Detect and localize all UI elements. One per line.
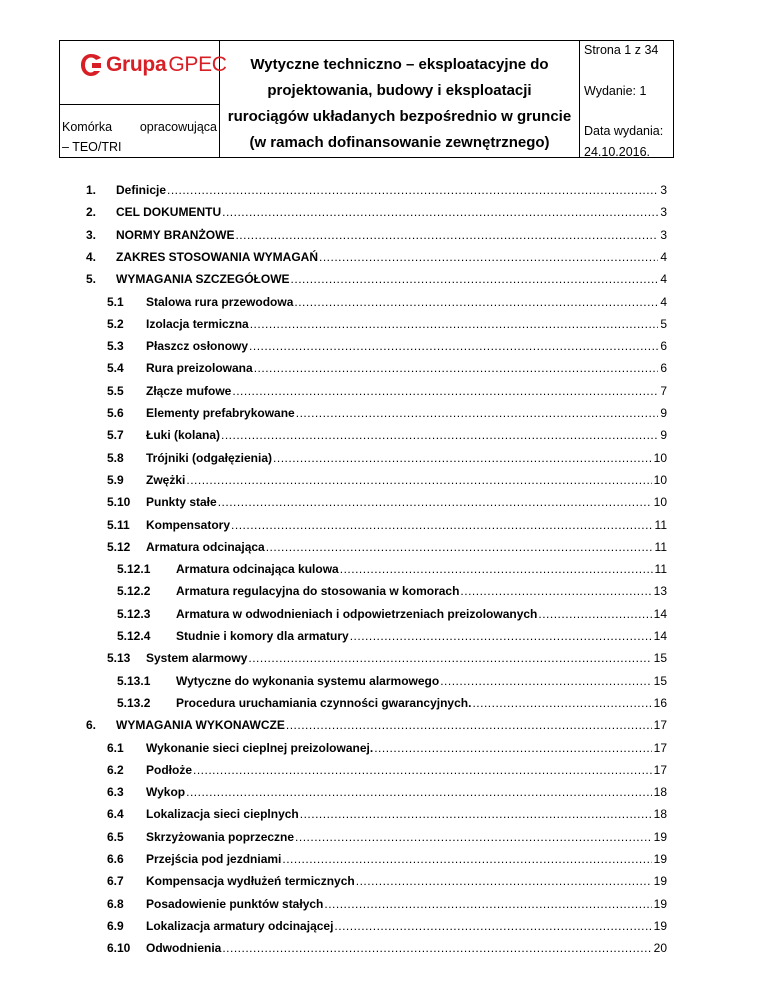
toc-leader-dots [222,941,651,955]
toc-entry-title: Rura preizolowana [146,361,253,376]
toc-entry-title: Armatura odcinająca [146,539,265,554]
toc-entry-page: 6 [660,339,667,354]
unit-cell [60,105,220,158]
toc-entry-page: 10 [653,450,667,465]
toc-entry-page: 15 [653,651,667,666]
toc-entry-page: 14 [653,629,667,643]
unit-label: Komórka opracowująca [62,120,217,134]
toc-entry-page: 4 [660,249,667,264]
toc-entry-page: 19 [653,874,667,889]
toc-entry[interactable] [107,518,667,534]
toc-entry-title: System alarmowy [146,651,248,666]
toc-entry-number: 5.12.1 [117,562,151,577]
title-line-3: rurociągów układanych bezpośrednio w gruncie [227,108,572,125]
toc-entry-page: 9 [660,406,667,420]
toc-entry-page: 10 [653,472,667,487]
toc-leader-dots [167,183,658,197]
toc-entry[interactable] [117,607,667,623]
toc-leader-dots [291,272,659,286]
toc-entry-page: 13 [653,584,667,599]
toc-entry-number: 5.12.4 [117,629,151,643]
toc-entry[interactable] [107,473,667,489]
toc-entry-number: 4. [86,249,97,264]
toc-leader-dots [231,518,653,532]
toc-leader-dots [296,406,659,420]
toc-leader-dots [440,674,651,688]
toc-entry-number: 5.13.1 [117,673,151,688]
toc-entry-page: 18 [653,807,667,822]
toc-entry[interactable] [107,741,667,757]
toc-entry-title: Punkty stałe [146,495,217,510]
toc-entry[interactable] [107,451,667,467]
toc-entry-title: Wytyczne do wykonania systemu alarmowego [176,673,440,688]
toc-entry-page: 19 [653,918,667,933]
toc-entry-number: 6.4 [107,807,124,822]
logo-cell [60,41,227,105]
toc-entry[interactable] [107,785,667,801]
toc-entry-page: 5 [660,316,667,331]
document-header [59,40,674,158]
toc-entry-number: 5.13.2 [117,695,151,710]
toc-leader-dots [282,852,651,866]
toc-entry-title: Armatura regulacyjna do stosowania w komorach [176,584,460,599]
toc-entry-number: 6. [86,718,97,733]
toc-entry-page: 18 [653,785,667,800]
toc-entry-number: 6.5 [107,829,124,844]
toc-entry-number: 6.6 [107,852,124,866]
toc-entry[interactable] [107,361,667,377]
toc-entry-title: Przejścia pod jezdniami [146,852,282,866]
toc-entry[interactable] [107,406,667,422]
toc-entry[interactable] [107,339,667,355]
toc-entry-number: 5.12.3 [117,606,151,621]
toc-entry-number: 5.12 [107,539,131,554]
toc-entry-number: 6.10 [107,941,131,956]
toc-leader-dots [222,205,658,219]
toc-entry-title: Odwodnienia [146,941,222,956]
toc-leader-dots [254,361,659,375]
toc-entry-number: 6.8 [107,896,124,911]
toc-entry-title: Lokalizacja sieci cieplnych [146,807,299,822]
toc-entry-page: 3 [660,227,667,242]
toc-entry-title: CEL DOKUMENTU [116,205,222,220]
toc-entry-page: 6 [660,361,667,376]
toc-leader-dots [295,830,652,844]
toc-entry[interactable] [117,584,667,600]
toc-entry-title: Skrzyżowania poprzeczne [146,829,295,844]
toc-entry[interactable] [86,718,667,734]
toc-entry[interactable] [107,295,667,311]
toc-leader-dots [374,741,651,755]
toc-entry-page: 7 [660,383,667,398]
toc-entry-page: 3 [660,183,667,197]
toc-entry-number: 6.9 [107,918,124,933]
toc-entry-title: Stalowa rura przewodowa [146,294,294,309]
toc-entry-page: 19 [653,829,667,844]
toc-entry[interactable] [107,763,667,779]
toc-entry-number: 5.8 [107,450,124,465]
toc-entry-number: 5.7 [107,428,124,443]
toc-entry-number: 6.7 [107,874,124,889]
toc-entry-page: 19 [653,852,667,866]
toc-entry-number: 1. [86,183,97,197]
toc-entry-title: Armatura w odwodnieniach i odpowietrzeniach preizolowanych [176,606,538,621]
toc-entry-title: Kompensatory [146,517,231,532]
toc-entry-number: 5.13 [107,651,131,666]
toc-entry-title: Wykonanie sieci cieplnej preizolowanej. [146,740,374,755]
toc-leader-dots [472,696,651,710]
toc-entry-number: 5.4 [107,361,124,376]
toc-entry[interactable] [86,272,667,288]
toc-entry[interactable] [107,495,667,511]
toc-entry-page: 3 [660,205,667,220]
toc-entry-page: 4 [660,272,667,287]
toc-entry[interactable] [86,228,667,244]
toc-entry[interactable] [107,428,667,444]
toc-entry-title: Zwężki [146,472,186,487]
toc-entry[interactable] [86,205,667,221]
toc-entry-page: 14 [653,606,667,621]
toc-entry-page: 16 [653,695,667,710]
issue-date: 24.10.2016. [584,145,651,159]
toc-entry[interactable] [117,629,667,645]
logo [80,53,227,77]
logo-text: GrupaGPEC [106,53,227,76]
toc-entry-title: Podłoże [146,762,193,777]
toc-entry-page: 11 [654,517,667,532]
toc-entry-title: Trójniki (odgałęzienia) [146,450,273,465]
toc-leader-dots [324,897,651,911]
toc-entry-page: 11 [654,562,667,577]
toc-entry[interactable] [107,651,667,667]
toc-leader-dots [273,451,652,465]
toc-leader-dots [334,919,651,933]
toc-entry-number: 2. [86,205,97,220]
toc-entry-title: Płaszcz osłonowy [146,339,249,354]
toc-entry[interactable] [86,183,667,199]
gpec-emblem-icon [80,53,102,77]
toc-leader-dots [300,807,652,821]
toc-entry-number: 6.1 [107,740,124,755]
toc-leader-dots [319,250,658,264]
toc-entry[interactable] [107,941,667,957]
toc-entry-title: ZAKRES STOSOWANIA WYMAGAŃ [116,249,319,264]
toc-entry-number: 6.3 [107,785,124,800]
toc-entry-title: Definicje [116,183,167,197]
toc-entry-title: WYMAGANIA WYKONAWCZE [116,718,285,733]
toc-entry[interactable] [117,562,667,578]
toc-entry-number: 5.5 [107,383,124,398]
toc-entry-title: Złącze mufowe [146,383,232,398]
toc-leader-dots [294,295,658,309]
document-meta [580,41,674,158]
title-line-2: projektowania, budowy i eksploatacji [267,82,532,99]
toc-entry-page: 17 [653,762,667,777]
toc-entry-title: Izolacja termiczna [146,316,249,331]
title-line-4: (w ramach dofinansowanie zewnętrznego) [249,134,550,151]
toc-entry[interactable] [107,384,667,400]
toc-entry-number: 5.9 [107,472,124,487]
toc-entry-title: Lokalizacja armatury odcinającej [146,918,334,933]
toc-entry[interactable] [107,897,667,913]
toc-entry-page: 17 [653,740,667,755]
issue-date-label: Data wydania: [584,124,664,138]
toc-leader-dots [232,384,658,398]
toc-entry-page: 4 [660,294,667,309]
toc-leader-dots [340,562,653,576]
toc-entry-number: 5.10 [107,495,131,510]
toc-entry-title: Łuki (kolana) [146,428,221,443]
unit-code: – TEO/TRI [62,140,122,154]
toc-entry[interactable] [117,696,667,712]
toc-entry-page: 19 [653,896,667,911]
toc-leader-dots [356,874,652,888]
toc-entry-title: Posadowienie punktów stałych [146,896,324,911]
toc-entry-number: 5.2 [107,316,124,331]
toc-entry-number: 5. [86,272,97,287]
toc-leader-dots [248,651,651,665]
toc-leader-dots [218,495,652,509]
toc-entry-title: Wykop [146,785,186,800]
toc-entry[interactable] [107,919,667,935]
document-title [220,41,580,158]
toc-entry-title: WYMAGANIA SZCZEGÓŁOWE [116,272,290,287]
toc-leader-dots [286,718,652,732]
toc-entry[interactable] [86,250,667,266]
toc-entry-title: Kompensacja wydłużeń termicznych [146,874,355,889]
toc-leader-dots [538,607,651,621]
toc-entry[interactable] [107,317,667,333]
toc-leader-dots [460,584,651,598]
toc-leader-dots [193,763,652,777]
toc-entry-number: 5.6 [107,406,124,420]
toc-entry[interactable] [107,540,667,556]
toc-entry-title: Studnie i komory dla armatury [176,629,349,643]
toc-entry-number: 5.11 [107,517,130,532]
title-line-1: Wytyczne techniczno – eksploatacyjne do [250,56,549,73]
toc-entry[interactable] [107,852,667,868]
toc-leader-dots [221,428,658,442]
toc-entry-number: 5.3 [107,339,124,354]
toc-entry[interactable] [107,830,667,846]
toc-entry[interactable] [107,807,667,823]
edition: Wydanie: 1 [584,84,647,98]
toc-entry-page: 17 [653,718,667,733]
toc-leader-dots [235,228,658,242]
toc-entry-number: 5.1 [107,294,124,309]
toc-leader-dots [350,629,652,643]
toc-entry-page: 10 [653,495,667,510]
toc-entry-page: 20 [653,941,667,956]
toc-entry[interactable] [117,674,667,690]
toc-entry-page: 9 [660,428,667,443]
toc-leader-dots [186,473,651,487]
toc-leader-dots [266,540,653,554]
toc-entry-number: 5.12.2 [117,584,151,599]
toc-entry-title: Armatura odcinająca kulowa [176,562,339,577]
toc-leader-dots [186,785,652,799]
toc-entry-title: Elementy prefabrykowane [146,406,295,420]
toc-entry-number: 6.2 [107,762,124,777]
toc-entry-title: NORMY BRANŻOWE [116,227,235,242]
toc-entry-number: 3. [86,227,97,242]
toc-entry-page: 15 [653,673,667,688]
toc-entry-title: Procedura uruchamiania czynności gwarancyjnych. [176,695,472,710]
page-info: Strona 1 z 34 [584,43,659,57]
toc-leader-dots [250,317,659,331]
toc-leader-dots [249,339,658,353]
toc-entry-page: 11 [654,539,667,554]
toc-entry[interactable] [107,874,667,890]
